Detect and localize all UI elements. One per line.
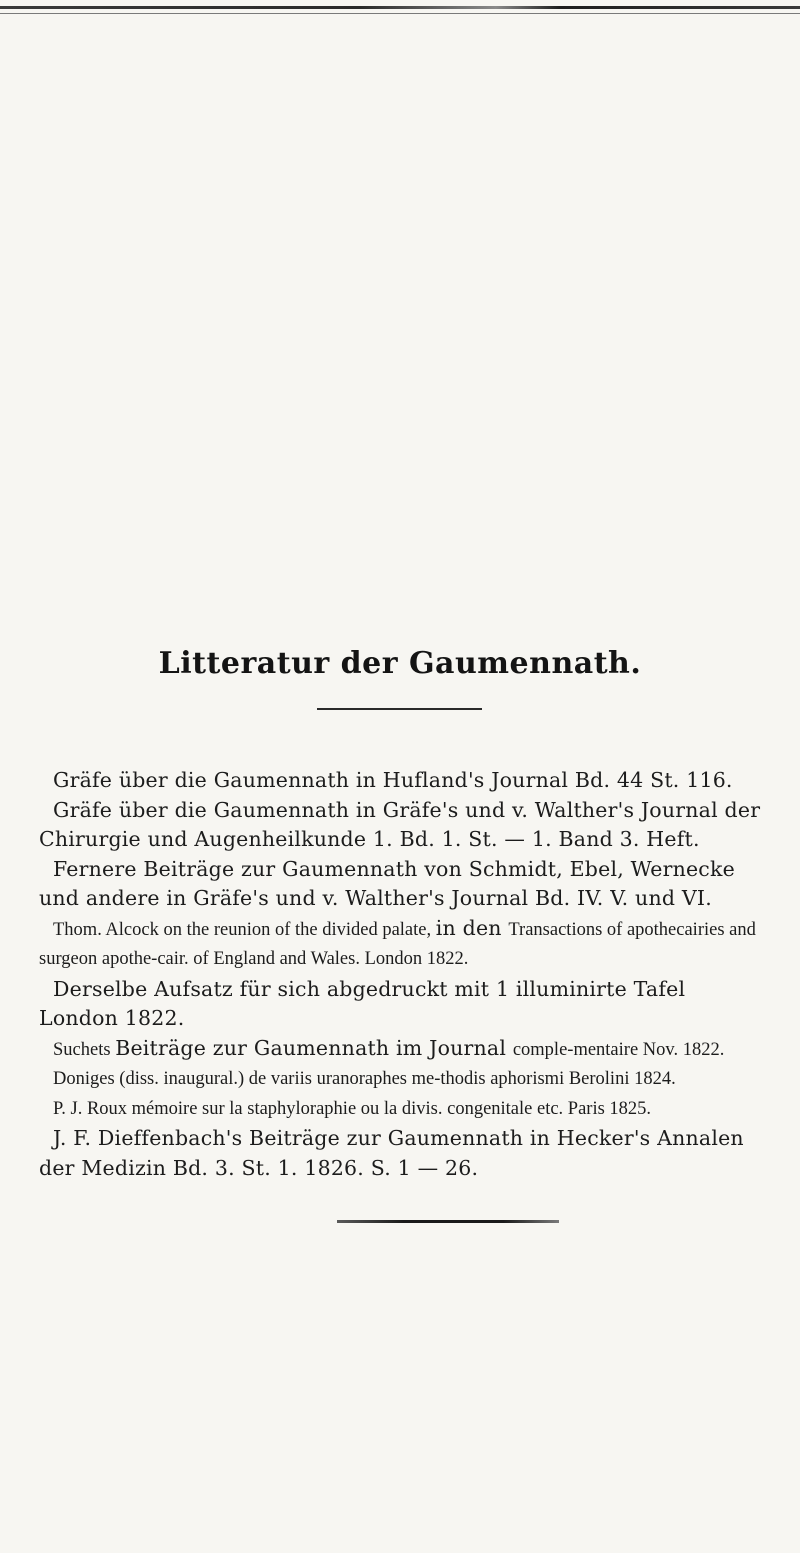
bibliography-entry: Doniges (diss. inaugural.) de variis uranoraphes me-thodis aphorismi Berolini 1824.: [53, 1069, 676, 1089]
bibliography-entry: [39, 914, 767, 975]
bibliography-entry: Gräfe über die Gaumennath in Gräfe's und v. Walther's Journal der Chirurgie und Augenheilkunde 1. Bd. 1. St. — 1. Band 3. Heft.: [39, 797, 761, 851]
bibliography-entry: J. F. Dieffenbach's Beiträge zur Gaumennath in Hecker's Annalen der Medizin Bd. 3. St. 1. 1826. S. 1 — 26.: [39, 1126, 744, 1180]
entry-text-fraktur: in den: [435, 915, 509, 940]
entry-text-fraktur: Beiträge zur Gaumennath im Journal: [115, 1035, 513, 1060]
entry-text-latin: Thom. Alcock on the reunion of the divided palate,: [53, 919, 436, 940]
bibliography-list: [39, 766, 767, 1183]
top-edge-rule: [0, 6, 800, 9]
bibliography-entry: Gräfe über die Gaumennath in Hufland's Journal Bd. 44 St. 116.: [53, 768, 733, 792]
page-heading: Litteratur der Gaumennath.: [158, 646, 642, 681]
closing-rule: [337, 1220, 559, 1223]
entry-text-latin: comple-mentaire Nov. 1822.: [512, 1039, 725, 1060]
top-edge-thin-rule: [0, 13, 800, 14]
entry-text-latin: Transactions of apothecairies and surgeon apothe-cair. of England and Wales. London 1822.: [39, 919, 756, 969]
entry-text-latin: Suchets: [53, 1039, 116, 1060]
bibliography-entry: Derselbe Aufsatz für sich abgedruckt mit 1 illuminirte Tafel London 1822.: [39, 976, 686, 1030]
bibliography-entry: Fernere Beiträge zur Gaumennath von Schmidt, Ebel, Wernecke und andere in Gräfe's und v. Walther's Journal Bd. IV. V. und VI.: [39, 856, 735, 910]
bibliography-entry: [39, 1034, 767, 1066]
heading-underline-rule: [317, 708, 482, 710]
bibliography-entry: P. J. Roux mémoire sur la staphyloraphie ou la divis. congenitale etc. Paris 1825.: [53, 1098, 652, 1119]
